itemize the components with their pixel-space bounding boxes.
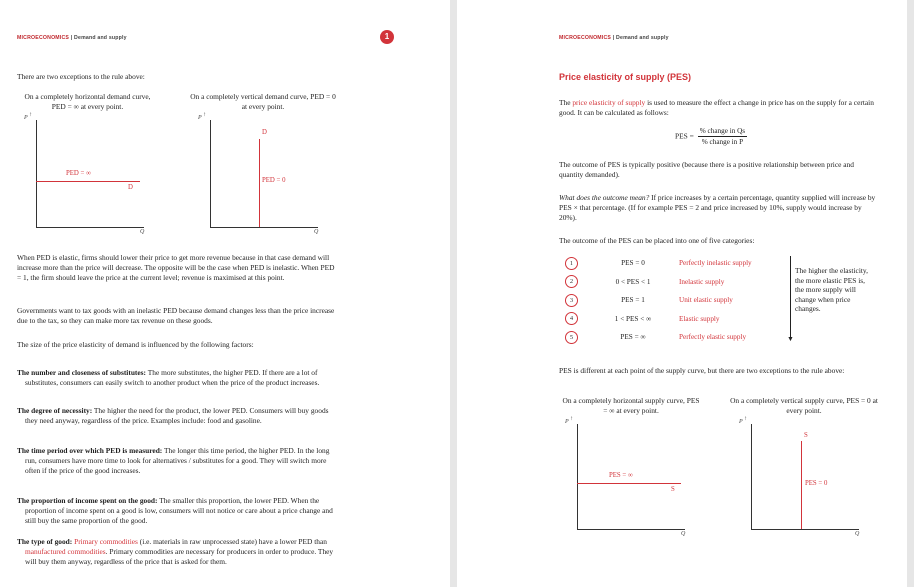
pes-intro: [559, 98, 877, 118]
category-number: 2: [565, 275, 578, 288]
category-row: [565, 291, 752, 310]
factor-text: (i.e. materials in raw unprocessed state) have a lower PED than: [137, 537, 327, 546]
axis-label-q: Q: [140, 229, 145, 235]
category-number-cell: [565, 273, 593, 292]
left-page: [0, 0, 450, 587]
axis-label-p: P: [565, 419, 569, 425]
category-number: 1: [565, 257, 578, 270]
category-name: Unit elastic supply: [679, 296, 733, 305]
demand-curve-vertical: [259, 139, 260, 227]
pes-link[interactable]: price elasticity of supply: [572, 98, 646, 107]
formula-denominator: % change in P: [701, 138, 744, 146]
right-page: [457, 0, 907, 587]
header-section: Demand and supply: [616, 35, 669, 41]
category-number-cell: [565, 310, 593, 329]
category-number-cell: [565, 328, 593, 347]
graph-vertical-demand: [198, 112, 328, 243]
category-condition: PES = ∞: [620, 333, 646, 342]
pes-exceptions-intro: PES is different at each point of the supply curve, but there are two exceptions to the rule above:: [559, 366, 845, 375]
category-condition: 0 < PES < 1: [615, 277, 651, 286]
factor-text: The longer this time period, the higher PED. In the long run, consumers have more time to look for alternatives / substitutes for a good. They will switch more often if the price of the good increases.: [25, 446, 330, 475]
meaning-question: What does the outcome mean?: [559, 193, 650, 202]
category-name: Elastic supply: [679, 314, 720, 323]
arrow-up-icon: ↑: [744, 416, 747, 422]
curve-label: PES = 0: [805, 480, 828, 487]
factor-substitutes: [17, 368, 335, 388]
intro-text: There are two exceptions to the rule above:: [17, 72, 145, 81]
curve-label: PES = ∞: [609, 472, 633, 479]
page-number-badge: 1: [380, 30, 394, 44]
graph-horizontal-demand: [24, 112, 154, 243]
factor-title: The time period over which PED is measured:: [17, 446, 163, 455]
paragraph-taxes: Governments want to tax goods with an inelastic PED because demand changes less than the price increase due to the tax, so they can make more tax revenue on these goods.: [17, 306, 335, 325]
factor-text: The smaller this proportion, the lower PED. When the proportion of income spent on a good is low, consumers will not notice or care about a price change and still buy the same proportion of the good.: [25, 496, 333, 525]
factor-text: The higher the need for the product, the lower PED. Consumers will buy goods they need anyway, regardless of the price. Examples include: food and gasoline.: [25, 406, 329, 425]
axis-label-q: Q: [681, 531, 686, 537]
demand-curve-horizontal: [36, 181, 140, 182]
category-condition: PES = 0: [621, 259, 645, 268]
pes-meaning-paragraph: [559, 193, 877, 223]
formula-numerator: % change in Qs: [699, 127, 746, 135]
category-condition: PES = 1: [621, 296, 645, 305]
paragraph-factors-intro: The size of the price elasticity of demand is influenced by the following factors:: [17, 340, 254, 349]
formula-fraction: [698, 127, 747, 146]
meaning-text: If price increases by a certain percentage, quantity supplied will increase by PES × that percentage. (If for example PES = 2 and price increased by 10%, supply would increase by 20%).: [559, 193, 876, 222]
factor-title: The type of good:: [17, 537, 73, 546]
axis-label-p: P: [739, 419, 743, 425]
category-name: Inelastic supply: [679, 277, 725, 286]
elasticity-side-note: The higher the elasticity, the more elastic PES is, the more supply will change when price changes.: [795, 266, 868, 313]
category-number-cell: [565, 291, 593, 310]
line-label: D: [262, 129, 267, 136]
factor-income-proportion: [17, 496, 335, 526]
header-title: MICROECONOMICS: [559, 35, 612, 41]
manufactured-commodities-link[interactable]: manufactured commodities: [25, 547, 106, 556]
graph-vertical-supply: [739, 416, 869, 544]
category-number: 5: [565, 331, 578, 344]
supply-curve-horizontal: [577, 483, 681, 484]
factor-title: The proportion of income spent on the good:: [17, 496, 158, 505]
category-row: [565, 273, 752, 292]
graph-caption-vertical-supply: On a completely vertical supply curve, PES = 0 at every point.: [730, 396, 878, 415]
categories-table: [565, 254, 752, 347]
line-label: S: [804, 432, 808, 439]
y-axis: [210, 120, 211, 227]
primary-commodities-link[interactable]: Primary commodities: [74, 537, 138, 546]
header-section: Demand and supply: [74, 35, 127, 41]
category-row: [565, 328, 752, 347]
line-label: D: [128, 184, 133, 191]
categories-intro: The outcome of the PES can be placed into one of five categories:: [559, 236, 755, 245]
arrow-up-icon: ↑: [570, 416, 573, 422]
axis-label-p: P: [24, 115, 28, 121]
axis-label-q: Q: [314, 229, 319, 235]
section-heading: Price elasticity of supply (PES): [559, 72, 692, 82]
category-name: Perfectly elastic supply: [679, 333, 747, 342]
x-axis: [751, 529, 859, 530]
y-axis: [36, 120, 37, 227]
page-header: MICROECONOMICS | Demand and supply: [17, 35, 127, 41]
category-number: 3: [565, 294, 578, 307]
x-axis: [36, 227, 144, 228]
factor-time-period: [17, 446, 335, 476]
pes-positive-paragraph: The outcome of PES is typically positive (because there is a positive relationship between price and quantity demanded).: [559, 160, 854, 179]
curve-label: PED = 0: [262, 177, 286, 184]
factor-text: . Primary commodities are necessary for producers in order to produce. They will buy them anyway, regardless of the price that is asked for them.: [25, 547, 334, 566]
x-axis: [210, 227, 318, 228]
graph-caption-horizontal-demand: On a completely horizontal demand curve, PED = ∞ at every point.: [24, 92, 151, 111]
supply-curve-vertical: [801, 441, 802, 529]
elasticity-divider: [790, 256, 791, 340]
page-header: MICROECONOMICS | Demand and supply: [559, 35, 669, 41]
category-row: [565, 254, 752, 273]
category-name: Perfectly inelastic supply: [679, 259, 752, 268]
factor-type-of-good: [17, 537, 335, 567]
graph-caption-horizontal-supply: On a completely horizontal supply curve, PES = ∞ at every point.: [562, 396, 700, 415]
graph-caption-vertical-demand: On a completely vertical demand curve, PED = 0 at every point.: [190, 92, 336, 111]
intro-text: The: [559, 98, 573, 107]
factor-necessity: [17, 406, 335, 426]
arrow-up-icon: ↑: [29, 112, 32, 118]
curve-label: PED = ∞: [66, 170, 91, 177]
paragraph-elastic: When PED is elastic, firms should lower their price to get more revenue because in that case demand will increase more than the price will decrease. The opposite will be the case when PED is inelastic. When PED = 1, the firm should leave the price at the current level; revenue is maximised at this point.: [17, 253, 335, 282]
axis-label-q: Q: [855, 531, 860, 537]
arrow-down-icon: ▼: [787, 335, 794, 343]
header-title: MICROECONOMICS: [17, 35, 70, 41]
factor-text: The more substitutes, the higher PED. If there are a lot of substitutes, consumers can easily switch to another product when the price of the product increases.: [25, 368, 320, 387]
graph-horizontal-supply: [565, 416, 695, 544]
category-row: [565, 310, 752, 329]
factor-title: The degree of necessity:: [17, 406, 93, 415]
arrow-up-icon: ↑: [203, 112, 206, 118]
y-axis: [751, 424, 752, 529]
category-number-cell: [565, 254, 593, 273]
factor-title: The number and closeness of substitutes:: [17, 368, 147, 377]
formula-lhs: PES =: [675, 131, 694, 141]
y-axis: [577, 424, 578, 529]
line-label: S: [671, 486, 675, 493]
x-axis: [577, 529, 685, 530]
category-condition: 1 < PES < ∞: [614, 314, 652, 323]
category-number: 4: [565, 312, 578, 325]
intro-text: is used to measure the effect a change in price has on the supply for a certain good. It can be calculated as follows:: [559, 98, 874, 117]
pes-formula: [675, 127, 747, 146]
axis-label-p: P: [198, 115, 202, 121]
